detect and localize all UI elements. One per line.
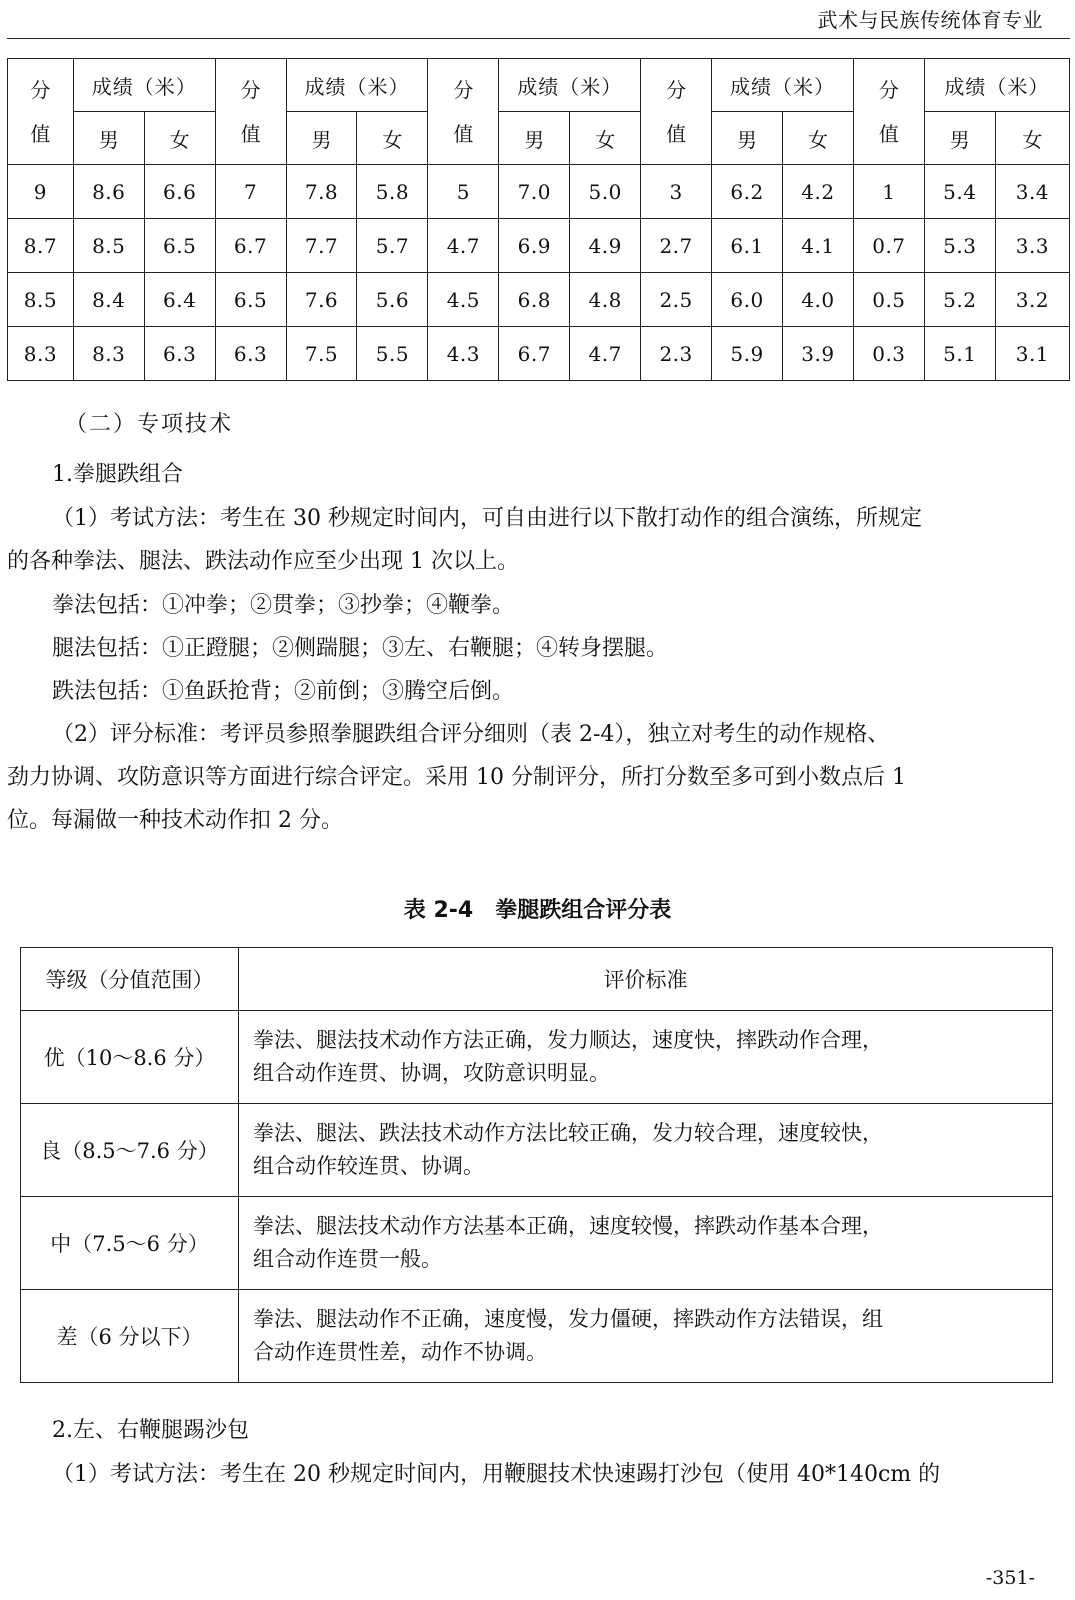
grade-criteria-line: 组合动作较连贯、协调。: [253, 1154, 484, 1178]
table-cell: 1: [853, 165, 924, 219]
page-number: -351-: [985, 1567, 1035, 1589]
table-cell: 3.4: [995, 165, 1069, 219]
paragraph-scoring-line-2: 劲力协调、攻防意识等方面进行综合评定。采用 10 分制评分，所打分数至多可到小数点后 1: [7, 765, 906, 790]
item-heading-2: 2.左、右鞭腿踢沙包: [52, 1418, 249, 1443]
table-cell: 3.9: [783, 327, 854, 381]
running-header: 武术与民族传统体育专业: [817, 8, 1043, 32]
score-header-fen: 分 值: [428, 59, 499, 165]
table-cell: 0.3: [853, 327, 924, 381]
table-cell: 6.3: [144, 327, 215, 381]
fist-techniques: 拳法包括：①冲拳；②贯拳；③抄拳；④鞭拳。: [52, 593, 515, 618]
score-header-female: 女: [570, 112, 641, 165]
score-header-male: 男: [924, 112, 995, 165]
table-cell: 2.7: [641, 219, 712, 273]
table-cell: 4.7: [570, 327, 641, 381]
table-cell: 8.6: [73, 165, 144, 219]
table-cell: 7.0: [499, 165, 570, 219]
table-cell: 4.8: [570, 273, 641, 327]
table-row: [8, 219, 1070, 273]
table-cell: 8.7: [8, 219, 74, 273]
score-header-female: 女: [357, 112, 428, 165]
table-cell: 6.5: [144, 219, 215, 273]
grade-criteria-line: 拳法、腿法动作不正确，速度慢，发力僵硬，摔跌动作方法错误，组: [253, 1307, 883, 1331]
table-cell: 2.5: [641, 273, 712, 327]
table-cell: 8.5: [8, 273, 74, 327]
grade-header-level: 等级（分值范围）: [21, 948, 239, 1011]
score-header-group: 成绩（米）: [924, 59, 1069, 112]
paragraph-exam-method-line-1: （1）考试方法：考生在 30 秒规定时间内，可自由进行以下散打动作的组合演练，所规定: [52, 506, 922, 531]
table-cell: 5.5: [357, 327, 428, 381]
table-cell: 7.6: [286, 273, 357, 327]
score-header-group: 成绩（米）: [712, 59, 854, 112]
score-header-female: 女: [144, 112, 215, 165]
table-cell: 6.5: [215, 273, 286, 327]
table-cell: 6.7: [499, 327, 570, 381]
score-header-group: 成绩（米）: [73, 59, 215, 112]
leg-techniques: 腿法包括：①正蹬腿；②侧踹腿；③左、右鞭腿；④转身摆腿。: [52, 636, 669, 661]
table-cell: 7.8: [286, 165, 357, 219]
table-cell: 5.3: [924, 219, 995, 273]
score-header-fen: 分 值: [215, 59, 286, 165]
table-cell: 8.3: [8, 327, 74, 381]
score-table: [7, 58, 1070, 381]
table-cell: 4.2: [783, 165, 854, 219]
score-table-body: [8, 165, 1070, 381]
grade-criteria-line: 组合动作连贯、协调，攻防意识明显。: [253, 1061, 610, 1085]
table-cell: 6.2: [712, 165, 783, 219]
item-heading-1: 1.拳腿跌组合: [52, 462, 183, 487]
score-header-male: 男: [73, 112, 144, 165]
paragraph-scoring-line-3: 位。每漏做一种技术动作扣 2 分。: [7, 808, 343, 833]
grade-header-criteria: 评价标准: [239, 948, 1053, 1011]
table-cell: 7: [215, 165, 286, 219]
paragraph-sandbag-line-1: （1）考试方法：考生在 20 秒规定时间内，用鞭腿技术快速踢打沙包（使用 40*140cm 的: [52, 1462, 941, 1487]
score-header-group: 成绩（米）: [499, 59, 641, 112]
table-cell: 7.7: [286, 219, 357, 273]
grade-row: [21, 1104, 1053, 1197]
grade-row: [21, 1197, 1053, 1290]
table-cell: 9: [8, 165, 74, 219]
table-cell: 5.4: [924, 165, 995, 219]
score-header-female: 女: [783, 112, 854, 165]
table-row: [8, 165, 1070, 219]
table-cell: 2.3: [641, 327, 712, 381]
score-header-female: 女: [995, 112, 1069, 165]
table-cell: 6.7: [215, 219, 286, 273]
score-header-fen: 分 值: [8, 59, 74, 165]
paragraph-scoring-line-1: （2）评分标准：考评员参照拳腿跌组合评分细则（表 2-4），独立对考生的动作规格、: [52, 722, 890, 747]
header-rule: [7, 38, 1070, 39]
section-heading: （二）专项技术: [65, 412, 234, 437]
table-cell: 4.0: [783, 273, 854, 327]
grade-criteria-line: 合动作连贯性差，动作不协调。: [253, 1340, 547, 1364]
score-header-male: 男: [712, 112, 783, 165]
table-cell: 4.1: [783, 219, 854, 273]
grade-row: [21, 1011, 1053, 1104]
table-cell: 6.8: [499, 273, 570, 327]
table-cell: 5.8: [357, 165, 428, 219]
grade-criteria-line: 组合动作连贯一般。: [253, 1247, 442, 1271]
table-cell: 6.6: [144, 165, 215, 219]
grade-criteria-line: 拳法、腿法、跌法技术动作方法比较正确，发力较合理，速度较快，: [253, 1121, 883, 1145]
grade-criteria-line: 拳法、腿法技术动作方法正确，发力顺达，速度快，摔跌动作合理，: [253, 1028, 883, 1052]
table-cell: 4.5: [428, 273, 499, 327]
grade-criteria-line: 拳法、腿法技术动作方法基本正确，速度较慢，摔跌动作基本合理，: [253, 1214, 883, 1238]
grade-level: 中（7.5～6 分）: [21, 1197, 239, 1290]
table-cell: 0.5: [853, 273, 924, 327]
grade-level: 差（6 分以下）: [21, 1290, 239, 1383]
grade-level: 良（8.5～7.6 分）: [21, 1104, 239, 1197]
grade-criteria: [239, 1197, 1053, 1290]
table-cell: 6.3: [215, 327, 286, 381]
table-row: [8, 273, 1070, 327]
table-row: [8, 327, 1070, 381]
table-cell: 4.9: [570, 219, 641, 273]
score-header-fen: 分 值: [853, 59, 924, 165]
table-cell: 5.2: [924, 273, 995, 327]
table-cell: 8.4: [73, 273, 144, 327]
table-cell: 5: [428, 165, 499, 219]
table-cell: 5.1: [924, 327, 995, 381]
grade-level: 优（10～8.6 分）: [21, 1011, 239, 1104]
table-cell: 5.6: [357, 273, 428, 327]
table-cell: 6.0: [712, 273, 783, 327]
table-cell: 5.9: [712, 327, 783, 381]
table-cell: 3.3: [995, 219, 1069, 273]
grade-criteria: [239, 1011, 1053, 1104]
score-header-group: 成绩（米）: [286, 59, 428, 112]
score-header-male: 男: [286, 112, 357, 165]
table-cell: 0.7: [853, 219, 924, 273]
throw-techniques: 跌法包括：①鱼跃抢背；②前倒；③腾空后倒。: [52, 679, 515, 704]
table-caption: 表 2-4 拳腿跌组合评分表: [403, 898, 672, 923]
score-header-male: 男: [499, 112, 570, 165]
table-cell: 6.1: [712, 219, 783, 273]
score-header-fen: 分 值: [641, 59, 712, 165]
paragraph-exam-method-line-2: 的各种拳法、腿法、跌法动作应至少出现 1 次以上。: [7, 549, 519, 574]
table-cell: 4.3: [428, 327, 499, 381]
score-header-row-1: [8, 59, 1070, 112]
grade-table-header: [21, 948, 1053, 1011]
table-cell: 7.5: [286, 327, 357, 381]
grade-criteria: [239, 1104, 1053, 1197]
table-cell: 3.1: [995, 327, 1069, 381]
table-cell: 4.7: [428, 219, 499, 273]
grade-row: [21, 1290, 1053, 1383]
table-cell: 5.7: [357, 219, 428, 273]
table-cell: 3.2: [995, 273, 1069, 327]
table-cell: 6.4: [144, 273, 215, 327]
table-cell: 5.0: [570, 165, 641, 219]
grade-table: [20, 947, 1053, 1383]
table-cell: 6.9: [499, 219, 570, 273]
table-cell: 3: [641, 165, 712, 219]
table-cell: 8.5: [73, 219, 144, 273]
table-cell: 8.3: [73, 327, 144, 381]
grade-criteria: [239, 1290, 1053, 1383]
